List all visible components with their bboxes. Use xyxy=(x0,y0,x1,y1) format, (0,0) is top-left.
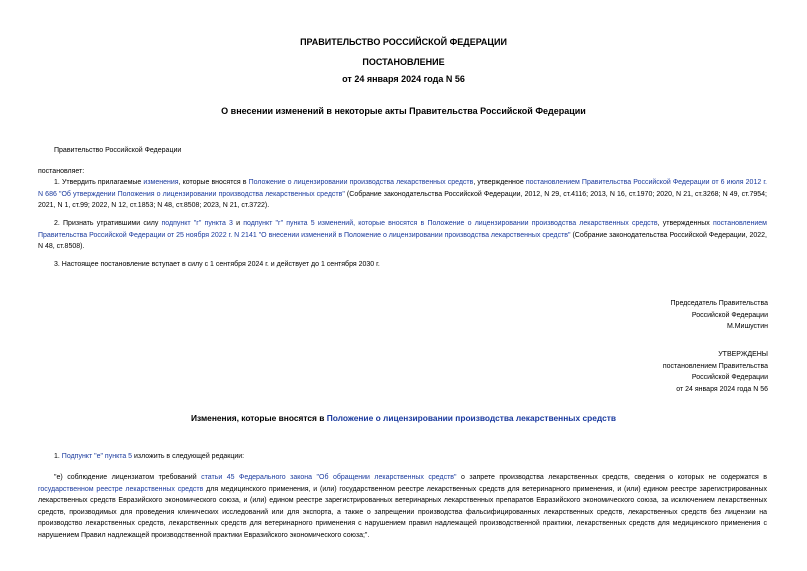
item1-text-a: 1. xyxy=(54,453,62,460)
changes-regulation-link[interactable]: Положение о лицензировании производства лекарственных средств xyxy=(326,413,616,423)
approved-label: УТВЕРЖДЕНЫ xyxy=(718,351,768,358)
approved-org: Российской Федерации xyxy=(691,374,768,381)
decides-text: постановляет: xyxy=(38,168,85,175)
state-register-link[interactable]: государственном реестре лекарственных средств xyxy=(38,485,204,493)
changes-title xyxy=(0,413,807,423)
decree-686-link[interactable]: постановлением Правительства Российской Федерации от 6 июля 2012 г. N 686 "Об утверждении Положения о лицензировании производства лекарственных средств" xyxy=(38,179,767,198)
p1-text-d: (Собрание законодательства Российской Федерации, 2012, N 29, ст.4116; 2013, N 16, ст.1970; 2020, N 21, ст.3268; N 49, ст.7954; 2021, N 1, ст.99; 2022, N 12, ст.1853; N 48, ст.8508; 2023, N 21, ст.3722). xyxy=(38,190,767,209)
p1-text-c: , утвержденное xyxy=(473,179,526,186)
changes-link[interactable]: изменения xyxy=(143,179,179,186)
quote-text-b: о запрете производства лекарственных средств, сведения о которых не содержатся в xyxy=(456,474,767,481)
p2-text-c: , утвержденных xyxy=(657,220,713,227)
document-title: О внесении изменений в некоторые акты Правительства Российской Федерации xyxy=(221,106,586,116)
p1-text-b: , которые вносятся в xyxy=(178,179,249,186)
paragraph-1 xyxy=(38,177,767,212)
subparagraph-5e-link[interactable]: Подпункт "е" пункта 5 xyxy=(61,453,133,460)
signature-position: Председатель Правительства xyxy=(670,300,768,307)
quote-text-a: "е) соблюдение лицензиатом требований xyxy=(54,474,202,481)
quote-text-c: для медицинского применения, и (или) государственном реестре лекарственных средств для ветеринарного применения, и (или) едином реестре зарегистрированных лекарственных средств Евразийского экономического союза, и (или) едином реестре зарегистрированных ветеринарных лекарственных препаратов Евразийского экономического союза, за исключением лекарственных средств, производимых для проведения клинических исследований или для экспорта, а также о запрещении производства фальсифицированных лекарственных средств, лекарственных средств без лицензии на производство лекарственных средств, лекарственных средств для ветеринарного применения с нарушением правил надлежащей производственной практики, лекарственных средств для медицинского применения с нарушением Правил надлежащей производственной практики Евразийского экономического союза;". xyxy=(38,485,767,539)
government-heading: ПРАВИТЕЛЬСТВО РОССИЙСКОЙ ФЕДЕРАЦИИ xyxy=(300,37,507,47)
approved-date: от 24 января 2024 года N 56 xyxy=(676,385,768,393)
signature-org: Российской Федерации xyxy=(691,311,768,319)
quoted-text xyxy=(38,472,767,541)
approved-block xyxy=(663,349,768,395)
regulation-link[interactable]: Положение о лицензировании производства лекарственных средств xyxy=(248,179,474,186)
decree-2141-link[interactable]: постановлением Правительства Российской Федерации от 25 ноября 2022 г. N 2141 "О внесении изменений в Положение о лицензировании производства лекарственных средств" xyxy=(38,220,767,239)
date-number-heading: от 24 января 2024 года N 56 xyxy=(342,74,465,84)
item1-text-b: изложить в следующей редакции: xyxy=(132,453,245,460)
p2-text-a: 2. Признать утратившими силу xyxy=(54,220,162,227)
subparagraph-3g-link[interactable]: подпункт "г" пункта 3 xyxy=(161,220,233,227)
item-1 xyxy=(54,451,244,463)
paragraph-3: 3. Настоящее постановление вступает в силу с 1 сентября 2024 г. и действует до 1 сентября 2030 г. xyxy=(54,261,380,268)
signature-block xyxy=(671,298,768,333)
p2-text-b: и xyxy=(232,220,244,227)
p1-text-a: 1. Утвердить прилагаемые xyxy=(54,179,144,186)
issuer-text: Правительство Российской Федерации xyxy=(54,147,182,154)
approved-by: постановлением Правительства xyxy=(662,362,768,370)
doc-type-heading: ПОСТАНОВЛЕНИЕ xyxy=(362,57,445,67)
changes-title-text: Изменения, которые вносятся в xyxy=(191,413,327,423)
p2-text-d: (Собрание законодательства Российской Федерации, 2022, N 48, ст.8508). xyxy=(38,231,767,250)
paragraph-2 xyxy=(38,218,767,253)
article-45-link[interactable]: статьи 45 Федерального закона "Об обращении лекарственных средств" xyxy=(201,474,457,481)
subparagraph-5g-link[interactable]: подпункт "г" пункта 5 изменений, которые вносятся в Положение о лицензировании производства лекарственных средств xyxy=(243,220,658,227)
signature-name: М.Мишустин xyxy=(726,323,768,330)
